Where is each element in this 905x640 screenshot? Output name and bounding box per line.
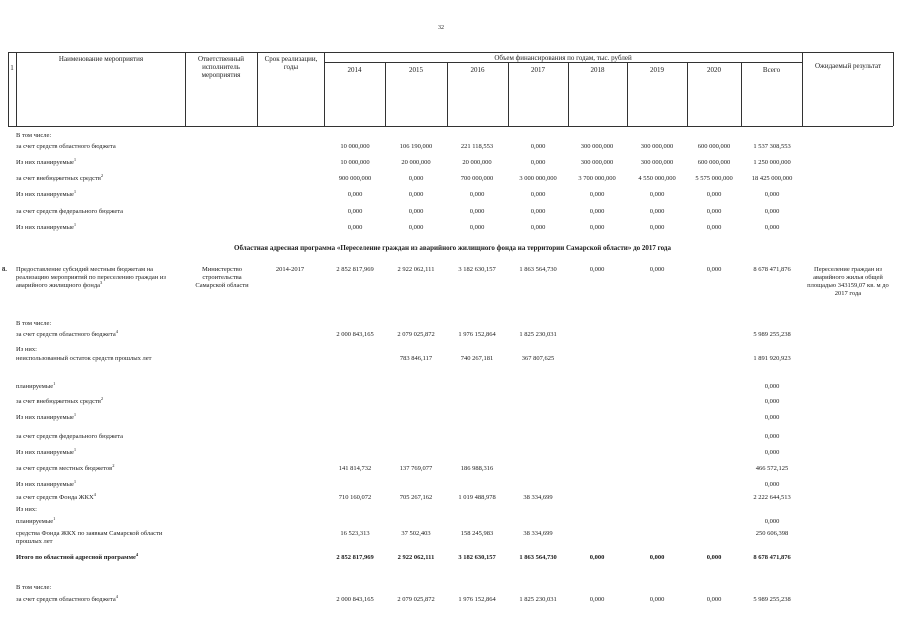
block1-3-value-2: 700 000,000 bbox=[460, 175, 494, 182]
block1-1-value-7: 1 537 308,553 bbox=[753, 143, 791, 150]
item8-responsible: Министерство строительства Самарской области bbox=[195, 266, 249, 289]
total-value-0: 2 852 817,969 bbox=[336, 554, 374, 561]
block3-1-value-7: 5 989 255,238 bbox=[753, 596, 791, 603]
block2-3-value-1: 783 846,117 bbox=[399, 355, 433, 362]
block2-row-label: за счет средств федерального бюджета bbox=[16, 433, 124, 440]
block1-3-value-5: 4 550 000,000 bbox=[638, 175, 676, 182]
block2-14-value-2: 158 245,983 bbox=[460, 530, 494, 537]
item8-value-4: 0,000 bbox=[589, 266, 605, 273]
item8-value-7: 8 678 471,876 bbox=[753, 266, 791, 273]
block2-1-value-1: 2 079 025,872 bbox=[397, 331, 435, 338]
page-number: 32 bbox=[438, 25, 444, 31]
block1-4-value-3: 0,000 bbox=[530, 191, 546, 198]
header-col-number: 1 bbox=[10, 64, 14, 72]
block2-11-value-7: 2 222 644,513 bbox=[753, 494, 791, 501]
header-responsible: Ответственный исполнитель мероприятия bbox=[197, 55, 245, 79]
block2-row-label: за счет средств областного бюджета$^4$ bbox=[16, 328, 118, 338]
block2-8-value-7: 0,000 bbox=[764, 449, 780, 456]
block3-1-value-5: 0,000 bbox=[649, 596, 665, 603]
total-label: Итого по областной адресной программе$^4$ bbox=[16, 551, 139, 561]
block1-2-value-4: 300 000,000 bbox=[580, 159, 614, 166]
block2-row-label: В том числе: bbox=[16, 320, 52, 327]
block1-1-value-5: 300 000,000 bbox=[640, 143, 674, 150]
block1-2-value-1: 20 000,000 bbox=[401, 159, 431, 166]
block2-row-label: планируемые$^1$ bbox=[16, 515, 56, 525]
header-year-2014: 2014 bbox=[347, 66, 362, 74]
block1-1-value-3: 0,000 bbox=[530, 143, 546, 150]
block2-3-value-2: 740 267,181 bbox=[460, 355, 494, 362]
block1-6-value-1: 0,000 bbox=[408, 224, 424, 231]
block1-3-value-4: 3 700 000,000 bbox=[578, 175, 616, 182]
block3-1-value-6: 0,000 bbox=[706, 596, 722, 603]
block3-1-value-1: 2 079 025,872 bbox=[397, 596, 435, 603]
block1-3-value-3: 3 000 000,000 bbox=[519, 175, 557, 182]
block2-row-label: Из них планируемые$^1$ bbox=[16, 446, 77, 456]
block1-1-value-0: 10 000,000 bbox=[340, 143, 370, 150]
block3-row-label: за счет средств областного бюджета$^4$ bbox=[16, 593, 118, 603]
block2-11-value-3: 38 334,699 bbox=[523, 494, 553, 501]
block1-6-value-5: 0,000 bbox=[649, 224, 665, 231]
block1-1-value-2: 221 118,553 bbox=[460, 143, 494, 150]
block2-1-value-2: 1 976 152,864 bbox=[458, 331, 496, 338]
block1-6-value-6: 0,000 bbox=[706, 224, 722, 231]
item8-value-5: 0,000 bbox=[649, 266, 665, 273]
block2-1-value-0: 2 000 843,165 bbox=[336, 331, 374, 338]
item8-value-1: 2 922 062,111 bbox=[397, 266, 435, 273]
block2-row-label: средства Фонда ЖКХ по заявкам Самарской области прошлых лет bbox=[16, 530, 163, 545]
block2-6-value-7: 0,000 bbox=[764, 414, 780, 421]
block1-5-value-4: 0,000 bbox=[589, 208, 605, 215]
header-volume: Объем финансирования по годам, тыс. рублей bbox=[494, 54, 632, 62]
header-year-2017: 2017 bbox=[531, 66, 545, 74]
block1-4-value-6: 0,000 bbox=[706, 191, 722, 198]
block1-3-value-1: 0,000 bbox=[408, 175, 424, 182]
block2-1-value-7: 5 989 255,238 bbox=[753, 331, 791, 338]
block1-1-value-4: 300 000,000 bbox=[580, 143, 614, 150]
block2-14-value-1: 37 502,403 bbox=[401, 530, 431, 537]
block3-1-value-2: 1 976 152,864 bbox=[458, 596, 496, 603]
block2-row-label: планируемые$^1$ bbox=[16, 380, 56, 390]
block1-5-value-3: 0,000 bbox=[530, 208, 546, 215]
block1-5-value-7: 0,000 bbox=[764, 208, 780, 215]
block2-3-value-7: 1 891 920,923 bbox=[753, 355, 791, 362]
block2-row-label: Из них планируемые$^1$ bbox=[16, 478, 77, 488]
block2-row-label: за счет средств Фонда ЖКХ$^4$ bbox=[16, 491, 96, 501]
block2-row-label: неиспользованный остаток средств прошлых лет bbox=[16, 355, 152, 362]
header-name: Наименование мероприятия bbox=[58, 55, 144, 63]
block1-3-value-0: 900 000,000 bbox=[338, 175, 372, 182]
block1-2-value-3: 0,000 bbox=[530, 159, 546, 166]
block1-5-value-0: 0,000 bbox=[347, 208, 363, 215]
header-result: Ожидаемый результат bbox=[814, 62, 882, 70]
block1-4-value-7: 0,000 bbox=[764, 191, 780, 198]
block2-14-value-0: 16 523,313 bbox=[340, 530, 370, 537]
item8-number: 8. bbox=[2, 266, 7, 273]
header-year-2020: 2020 bbox=[707, 66, 721, 74]
block2-9-value-1: 137 769,077 bbox=[399, 465, 433, 472]
header-year-2019: 2019 bbox=[650, 66, 664, 74]
block2-9-value-7: 466 572,125 bbox=[755, 465, 789, 472]
total-value-3: 1 863 564,730 bbox=[519, 554, 557, 561]
block1-6-value-4: 0,000 bbox=[589, 224, 605, 231]
block1-row-label: Из них планируемые$^1$ bbox=[16, 156, 77, 166]
block1-5-value-5: 0,000 bbox=[649, 208, 665, 215]
block2-row-label: за счет средств местных бюджетов$^2$ bbox=[16, 462, 115, 472]
block2-14-value-7: 250 606,398 bbox=[755, 530, 789, 537]
block1-4-value-4: 0,000 bbox=[589, 191, 605, 198]
block2-9-value-2: 186 988,316 bbox=[460, 465, 494, 472]
block1-4-value-5: 0,000 bbox=[649, 191, 665, 198]
block2-7-value-7: 0,000 bbox=[764, 433, 780, 440]
block2-row-label: Из них: bbox=[16, 346, 37, 353]
item8-value-6: 0,000 bbox=[706, 266, 722, 273]
block1-4-value-2: 0,000 bbox=[469, 191, 485, 198]
item8-value-3: 1 863 564,730 bbox=[519, 266, 557, 273]
block1-1-value-1: 106 190,000 bbox=[399, 143, 433, 150]
total-value-5: 0,000 bbox=[649, 554, 665, 561]
block2-11-value-0: 710 160,072 bbox=[338, 494, 372, 501]
total-value-2: 3 182 630,157 bbox=[458, 554, 496, 561]
total-value-4: 0,000 bbox=[589, 554, 605, 561]
block1-2-value-6: 600 000,000 bbox=[697, 159, 731, 166]
block2-1-value-3: 1 825 230,031 bbox=[519, 331, 557, 338]
block1-2-value-7: 1 250 000,000 bbox=[753, 159, 791, 166]
item8-value-0: 2 852 817,969 bbox=[336, 266, 374, 273]
block2-9-value-0: 141 814,732 bbox=[338, 465, 372, 472]
block1-2-value-0: 10 000,000 bbox=[340, 159, 370, 166]
block1-row-label: за счет внебюджетных средств$^2$ bbox=[16, 172, 104, 182]
block2-11-value-1: 705 267,162 bbox=[399, 494, 433, 501]
block2-5-value-7: 0,000 bbox=[764, 398, 780, 405]
block2-4-value-7: 0,000 bbox=[764, 383, 780, 390]
block1-row-label: за счет средств областного бюджета bbox=[16, 143, 116, 150]
block1-3-value-6: 5 575 000,000 bbox=[695, 175, 733, 182]
item8-term: 2014-2017 bbox=[275, 266, 305, 273]
block1-4-value-0: 0,000 bbox=[347, 191, 363, 198]
total-value-6: 0,000 bbox=[706, 554, 722, 561]
block2-10-value-7: 0,000 bbox=[764, 481, 780, 488]
block1-6-value-0: 0,000 bbox=[347, 224, 363, 231]
block1-5-value-2: 0,000 bbox=[469, 208, 485, 215]
block3-1-value-0: 2 000 843,165 bbox=[336, 596, 374, 603]
block2-3-value-3: 367 807,625 bbox=[521, 355, 555, 362]
header-term: Срок реализации, годы bbox=[264, 55, 318, 71]
block3-1-value-3: 1 825 230,031 bbox=[519, 596, 557, 603]
total-value-1: 2 922 062,111 bbox=[397, 554, 435, 561]
block1-5-value-6: 0,000 bbox=[706, 208, 722, 215]
item8-label: Предоставление субсидий местным бюджетам на реализацию мероприятий по переселению граждан из аварийного жилищного фонда$^3$ bbox=[16, 266, 166, 289]
block2-row-label: Из них планируемые$^1$ bbox=[16, 411, 77, 421]
block1-1-value-6: 600 000,000 bbox=[697, 143, 731, 150]
item8-value-2: 3 182 630,157 bbox=[458, 266, 496, 273]
header-year-2015: 2015 bbox=[409, 66, 423, 74]
block2-13-value-7: 0,000 bbox=[764, 518, 780, 525]
header-year-2016: 2016 bbox=[470, 66, 485, 74]
block1-5-value-1: 0,000 bbox=[408, 208, 424, 215]
block1-4-value-1: 0,000 bbox=[408, 191, 424, 198]
block2-14-value-3: 38 334,699 bbox=[523, 530, 553, 537]
block1-row-label: Из них планируемые$^1$ bbox=[16, 188, 77, 198]
block1-6-value-3: 0,000 bbox=[530, 224, 546, 231]
block1-2-value-5: 300 000,000 bbox=[640, 159, 674, 166]
item8-result: Переселение граждан из аварийного жилья общей площадью 343159,07 кв. м до 2017 года bbox=[807, 266, 889, 297]
block3-row-label: В том числе: bbox=[16, 584, 52, 591]
block2-row-label: за счет внебюджетных средств$^2$ bbox=[16, 395, 104, 405]
section-title: Областная адресная программа «Переселение граждан из аварийного жилищного фонда на территории Самарской области» до 2017 года bbox=[234, 244, 671, 252]
block1-row-label: Из них планируемые$^1$ bbox=[16, 221, 77, 231]
block1-6-value-7: 0,000 bbox=[764, 224, 780, 231]
block1-row-label: В том числе: bbox=[16, 132, 52, 139]
total-value-7: 8 678 471,876 bbox=[753, 554, 791, 561]
block2-row-label: Из них: bbox=[16, 506, 37, 513]
block1-3-value-7: 18 425 000,000 bbox=[751, 175, 793, 182]
header-total: Всего bbox=[762, 66, 781, 74]
block2-11-value-2: 1 019 488,978 bbox=[458, 494, 496, 501]
block1-2-value-2: 20 000,000 bbox=[462, 159, 492, 166]
block1-row-label: за счет средств федерального бюджета bbox=[16, 208, 124, 215]
block3-1-value-4: 0,000 bbox=[589, 596, 605, 603]
header-year-2018: 2018 bbox=[590, 66, 605, 74]
block1-6-value-2: 0,000 bbox=[469, 224, 485, 231]
